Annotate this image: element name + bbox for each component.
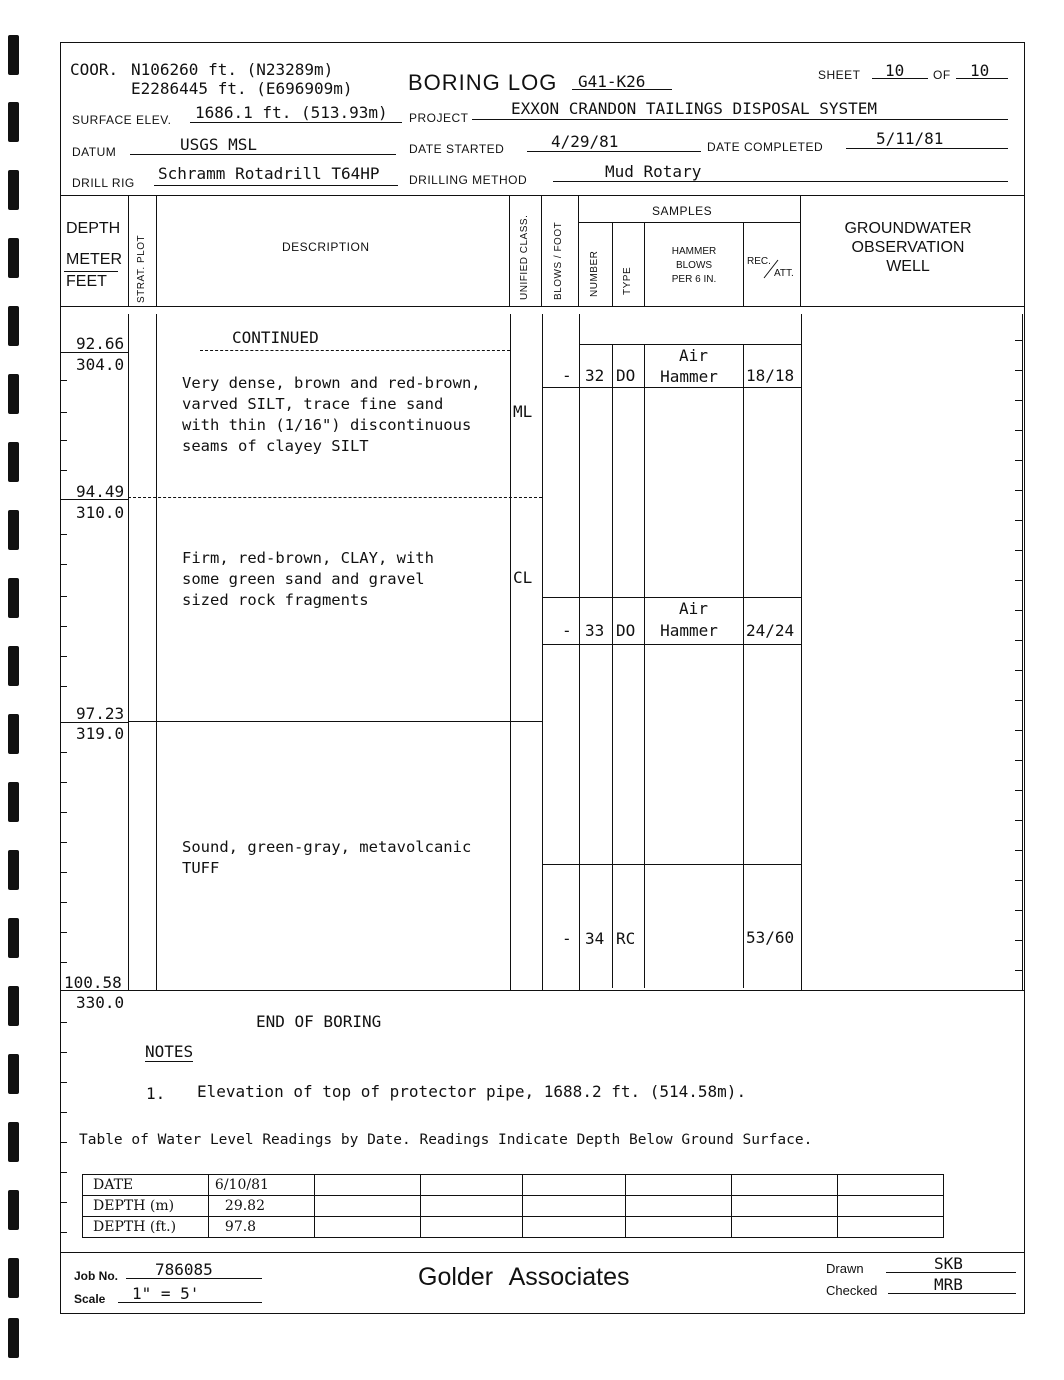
datum-value: USGS MSL (180, 135, 258, 154)
punch-hole (8, 1122, 19, 1162)
sheet-underline (872, 78, 928, 79)
depth-meter: 100.58 (64, 973, 122, 992)
sheet-total-underline (956, 78, 1008, 79)
samples-header: SAMPLES (652, 204, 713, 218)
footer-divider (60, 1252, 1024, 1253)
sample-rule (542, 387, 801, 388)
gw-header-1: GROUNDWATER (844, 220, 972, 237)
depth-feet: 304.0 (76, 355, 125, 374)
depth-tick (60, 380, 67, 381)
project-label: PROJECT (409, 111, 469, 125)
continued-rule (200, 350, 510, 351)
sample-hammer: Air (679, 346, 708, 365)
depth-tick (1015, 520, 1022, 521)
punch-hole (8, 170, 19, 210)
punch-hole (8, 35, 19, 75)
drawn-by: SKB (934, 1254, 963, 1273)
depth-tick (1015, 880, 1022, 881)
sample-recovery: 53/60 (746, 928, 795, 947)
layer-boundary (128, 497, 542, 498)
sample-blows: - (562, 929, 572, 948)
depth-feet: 310.0 (76, 503, 125, 522)
note-text: Elevation of top of protector pipe, 1688.2 ft. (514.58m). (197, 1082, 747, 1101)
depth-tick (1015, 970, 1022, 971)
sample-number: 33 (585, 621, 605, 640)
scale-underline (118, 1302, 262, 1303)
depth-tick (1015, 910, 1022, 911)
surface-elev-underline (190, 122, 402, 123)
coor-north: N106260 ft. (N23289m) (131, 60, 334, 79)
end-of-boring: END OF BORING (256, 1012, 382, 1031)
punch-hole (8, 986, 19, 1026)
col-line (801, 314, 802, 991)
depth-tick (1015, 760, 1022, 761)
punch-hole (8, 1258, 19, 1298)
col-line (743, 222, 744, 306)
sheet-total: 10 (970, 61, 990, 80)
depth-tick (60, 1172, 67, 1173)
scale-value: 1" = 5' (132, 1284, 200, 1303)
punch-hole (8, 102, 19, 142)
depth-meter: 94.49 (76, 482, 125, 501)
col-line (644, 222, 645, 306)
col-line (644, 344, 645, 988)
col-line (128, 314, 129, 991)
job-underline (126, 1278, 262, 1279)
layer-class: ML (513, 402, 533, 421)
checked-label: Checked (826, 1283, 878, 1298)
hammer-header-2: BLOWS (675, 260, 713, 271)
row-label: DEPTH (ft.) (83, 1217, 209, 1238)
col-line (156, 195, 157, 306)
depth-tick (60, 564, 67, 565)
depth-tick (60, 626, 67, 627)
depth-tick (60, 1052, 67, 1053)
sheet-label: SHEET (818, 68, 861, 82)
punch-hole (8, 782, 19, 822)
depth-header: DEPTH (66, 220, 121, 237)
gw-header-3: WELL (886, 258, 930, 275)
depth-tick (60, 440, 67, 441)
blows-foot-header: BLOWS / FOOT (553, 221, 564, 300)
depth-meter: 92.66 (76, 334, 125, 353)
punch-hole (8, 306, 19, 346)
depth-tick (60, 686, 67, 687)
sample-rule (542, 864, 801, 865)
table-row (83, 1217, 944, 1238)
depth-tick (1015, 400, 1022, 401)
date-completed-underline (846, 148, 1008, 149)
rec-header: REC. (747, 256, 771, 267)
depth-tick (60, 842, 67, 843)
depth-tick (1015, 490, 1022, 491)
checked-underline (888, 1293, 1016, 1294)
table-row (83, 1196, 944, 1217)
depth-tick (60, 412, 67, 413)
coor-label: COOR. (70, 60, 119, 79)
depth-tick (1015, 850, 1022, 851)
depth-tick (1015, 610, 1022, 611)
coor-east: E2286445 ft. (E696909m) (131, 79, 353, 98)
col-line (612, 222, 613, 306)
col-line (542, 314, 543, 991)
unified-class-header: UNIFIED CLASS. (519, 214, 530, 300)
punch-hole (8, 850, 19, 890)
depth-feet: 330.0 (76, 993, 125, 1012)
sample-recovery: 24/24 (746, 621, 795, 640)
col-line (128, 195, 129, 306)
sample-recovery: 18/18 (746, 366, 795, 385)
depth-tick (1015, 700, 1022, 701)
header-divider (60, 195, 1024, 196)
depth-tick (1015, 580, 1022, 581)
row-value: 97.8 (208, 1217, 314, 1238)
boring-id: G41-K26 (578, 72, 646, 91)
hammer-header-3: PER 6 IN. (671, 274, 717, 285)
hammer-header-1: HAMMER (671, 246, 717, 257)
sheet-number: 10 (885, 61, 905, 80)
checked-by: MRB (934, 1275, 963, 1294)
drawn-label: Drawn (826, 1261, 864, 1276)
strat-plot-header: STRAT. PLOT (136, 234, 147, 303)
right-depth-axis (1022, 314, 1023, 991)
col-line (510, 314, 511, 991)
boring-id-underline (572, 89, 672, 90)
depth-tick (1015, 730, 1022, 731)
depth-tick (60, 932, 67, 933)
layer-description: Firm, red-brown, CLAY, with some green sand and gravel sized rock fragments (182, 549, 434, 609)
job-number: 786085 (155, 1260, 213, 1279)
meter-header: METER (66, 251, 122, 268)
sample-type: RC (616, 929, 636, 948)
sample-blows: - (562, 621, 572, 640)
punch-hole (8, 646, 19, 686)
depth-tick (60, 1022, 67, 1023)
sample-number: 32 (585, 366, 605, 385)
depth-rule (60, 499, 128, 500)
drill-rig-underline (154, 185, 398, 186)
depth-tick (60, 1082, 67, 1083)
depth-meter: 97.23 (76, 704, 125, 723)
table-header-bottom (60, 306, 1024, 307)
depth-tick (1015, 940, 1022, 941)
left-depth-axis (60, 314, 61, 1314)
drilling-method-underline (553, 181, 1008, 182)
depth-tick (60, 782, 67, 783)
type-header: TYPE (622, 266, 633, 295)
row-label: DATE (83, 1175, 209, 1196)
col-line (156, 314, 157, 991)
depth-tick (1015, 340, 1022, 341)
layer-class: CL (513, 568, 533, 587)
col-line (743, 344, 744, 988)
sample-rule (579, 344, 801, 345)
datum-label: DATUM (72, 145, 117, 159)
col-line (541, 195, 542, 306)
sample-hammer: Hammer (660, 367, 718, 386)
depth-tick (1015, 790, 1022, 791)
depth-feet: 319.0 (76, 724, 125, 743)
depth-tick (60, 1202, 67, 1203)
surface-elev: 1686.1 ft. (513.93m) (195, 103, 388, 122)
layer-description: Sound, green-gray, metavolcanic TUFF (182, 838, 472, 877)
date-started: 4/29/81 (551, 132, 619, 151)
rec-att-slash (760, 258, 784, 280)
company-name: Golder Associates (418, 1263, 630, 1291)
drilling-method-label: DRILLING METHOD (409, 173, 528, 187)
water-level-table (82, 1174, 944, 1238)
depth-tick (1015, 370, 1022, 371)
depth-tick (1015, 460, 1022, 461)
gw-header (803, 219, 1013, 276)
punch-hole (8, 374, 19, 414)
punch-hole (8, 578, 19, 618)
depth-tick (60, 1232, 67, 1233)
layer-boundary (128, 721, 542, 722)
sample-number: 34 (585, 929, 605, 948)
row-value: 29.82 (208, 1196, 314, 1217)
punch-hole (8, 714, 19, 754)
depth-tick (60, 902, 67, 903)
depth-tick (60, 656, 67, 657)
drill-rig: Schramm Rotadrill T64HP (158, 164, 380, 183)
gw-header-2: OBSERVATION (851, 239, 965, 256)
punch-hole (8, 1054, 19, 1094)
description-header: DESCRIPTION (282, 240, 370, 254)
att-header: ATT. (774, 268, 794, 279)
col-line (612, 344, 613, 988)
table-body-bottom (60, 990, 1024, 991)
layer-description: Very dense, brown and red-brown, varved SILT, trace fine sand with thin (1/16") discontinuous seams of clayey SILT (182, 374, 481, 455)
date-completed-label: DATE COMPLETED (707, 140, 824, 154)
col-line (509, 195, 510, 306)
surface-elev-label: SURFACE ELEV. (72, 113, 172, 127)
note-number: 1. (146, 1084, 166, 1103)
feet-header: FEET (66, 273, 107, 290)
depth-tick (60, 962, 67, 963)
punch-hole (8, 1190, 19, 1230)
punch-hole (8, 510, 19, 550)
depth-rule (60, 352, 128, 353)
depth-tick (60, 470, 67, 471)
row-value: 6/10/81 (208, 1175, 314, 1196)
scale-label: Scale (74, 1292, 106, 1306)
depth-tick (60, 596, 67, 597)
meter-feet-rule (64, 271, 118, 272)
sample-blows: - (562, 366, 572, 385)
drawn-underline (886, 1272, 1016, 1273)
drilling-method: Mud Rotary (605, 162, 702, 181)
col-line (800, 195, 801, 306)
water-table-title: Table of Water Level Readings by Date. Readings Indicate Depth Below Ground Surface. (79, 1132, 813, 1148)
depth-tick (60, 534, 67, 535)
date-started-label: DATE STARTED (409, 142, 505, 156)
depth-tick (60, 752, 67, 753)
punch-hole (8, 442, 19, 482)
depth-tick (1015, 430, 1022, 431)
punch-hole (8, 1318, 19, 1358)
sample-rule (542, 644, 801, 645)
sample-type: DO (616, 366, 636, 385)
of-label: OF (933, 68, 951, 82)
sample-type: DO (616, 621, 636, 640)
drill-rig-label: DRILL RIG (72, 176, 135, 190)
depth-tick (60, 812, 67, 813)
punch-hole (8, 918, 19, 958)
page-title: BORING LOG (408, 70, 558, 95)
depth-rule (60, 722, 128, 723)
project-name: EXXON CRANDON TAILINGS DISPOSAL SYSTEM (511, 99, 878, 118)
col-line (578, 195, 579, 306)
sample-hammer: Hammer (660, 621, 718, 640)
continued-text: CONTINUED (232, 328, 319, 347)
col-line (579, 314, 580, 991)
number-header: NUMBER (589, 250, 600, 297)
depth-tick (1015, 550, 1022, 551)
date-completed: 5/11/81 (876, 129, 944, 148)
job-label: Job No. (74, 1269, 118, 1283)
depth-tick (1015, 820, 1022, 821)
datum-underline (130, 154, 396, 155)
row-label: DEPTH (m) (83, 1196, 209, 1217)
depth-tick (1015, 670, 1022, 671)
table-row (83, 1175, 944, 1196)
notes-title: NOTES (145, 1042, 194, 1061)
depth-tick (1015, 640, 1022, 641)
depth-tick (60, 1142, 67, 1143)
sample-hammer: Air (679, 599, 708, 618)
depth-tick (60, 872, 67, 873)
sample-rule (542, 597, 801, 598)
project-underline (472, 119, 1008, 120)
depth-tick (60, 1112, 67, 1113)
punch-hole (8, 238, 19, 278)
date-started-underline (527, 151, 701, 152)
